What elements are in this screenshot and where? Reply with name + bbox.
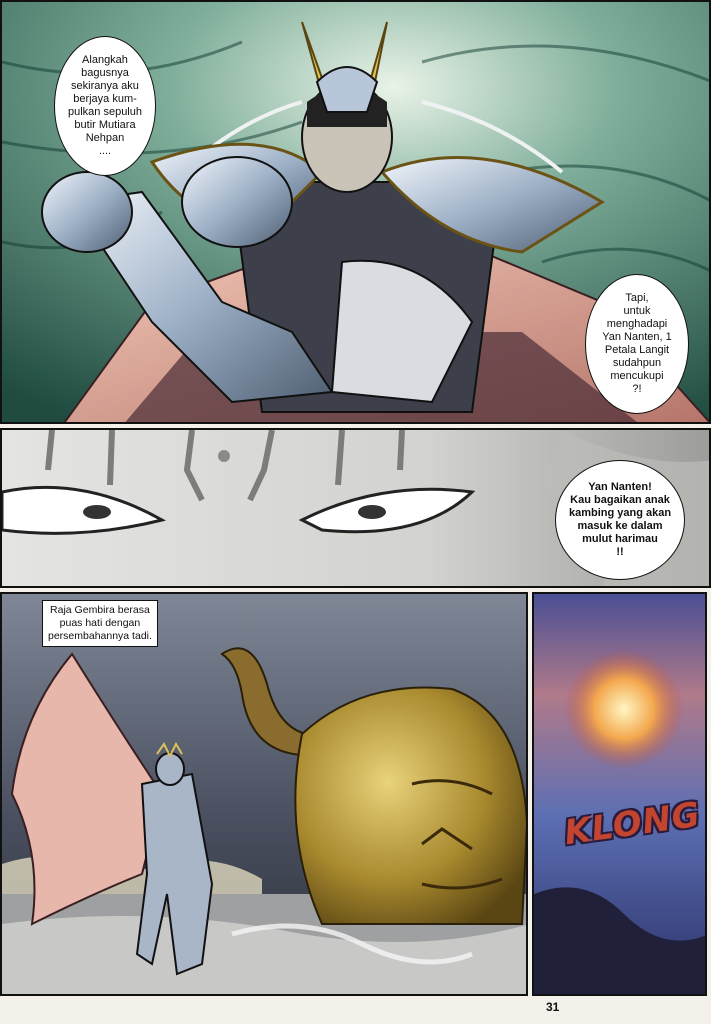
page-number: 31 (546, 1000, 560, 1014)
speech-bubble-enough: Tapi, untuk menghadapi Yan Nanten, 1 Petala Langit sudahpun mencukupi ?! (585, 274, 689, 414)
statue-illustration (2, 594, 528, 996)
sunset-illustration (534, 594, 707, 996)
panel-warrior (0, 0, 711, 424)
speech-bubble-wish: Alangkah bagusnya sekiranya aku berjaya kum- pulkan sepuluh butir Mutiara Nehpan .... (54, 36, 156, 176)
panel-sunset (532, 592, 707, 996)
panel-eyes (0, 428, 711, 588)
sound-effect-klong: KLONG (561, 794, 704, 854)
speech-bubble-threat: Yan Nanten! Kau bagaikan anak kambing yang akan masuk ke dalam mulut harimau !! (555, 460, 685, 580)
panel-statue (0, 592, 528, 996)
narration-caption: Raja Gembira berasa puas hati dengan persembahannya tadi. (42, 600, 158, 647)
